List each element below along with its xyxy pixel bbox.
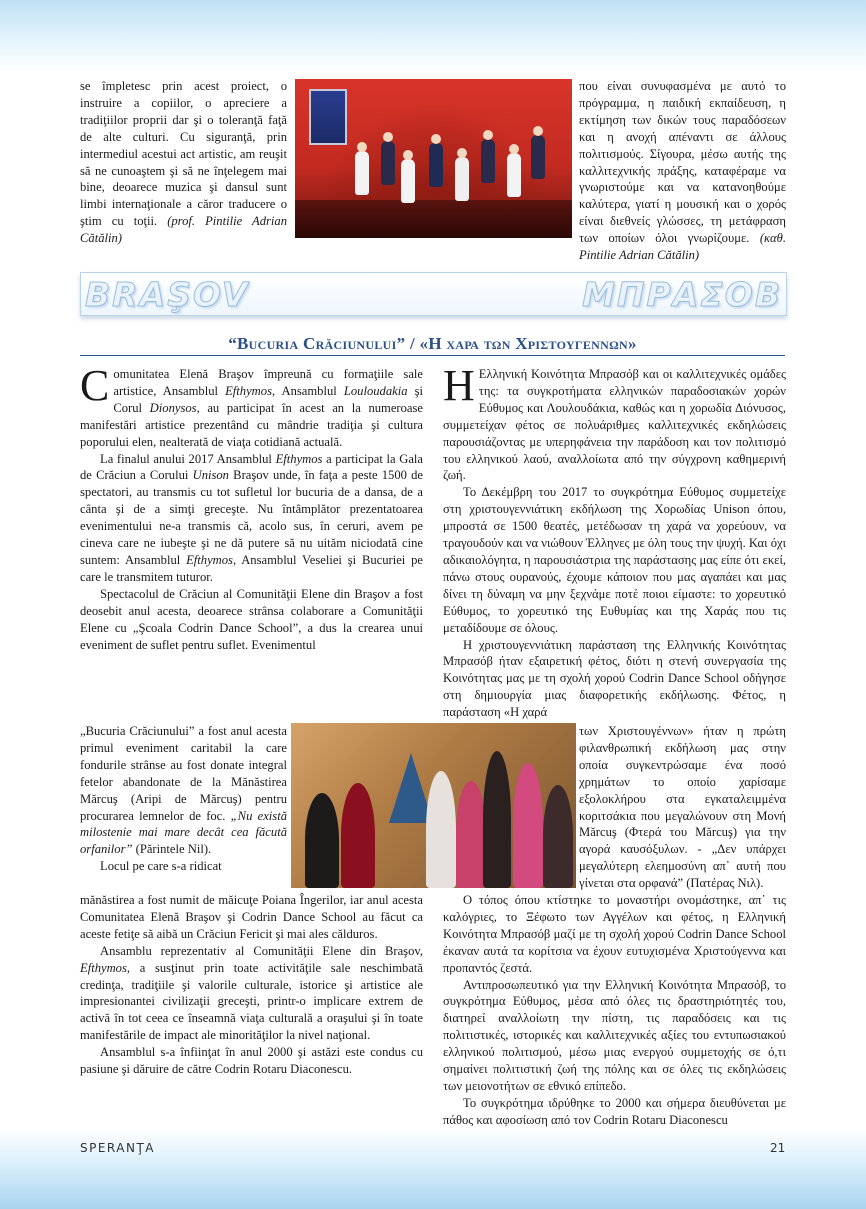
ro-paragraph-1: Comunitatea Elenă Braşov împreună cu formaţiile sale artistice, Ansamblul Efthymos, Ansamblul Louloudakia şi Corul Dionysos, au participat în acest an la numeroase manifestări artistice prezentând cu mândrie tradiţia şi cultura poporului elen, nealterată de viaţa cotidiană actuală. — [80, 361, 423, 449]
greek-column-top — [443, 361, 786, 721]
gr-paragraph-3: Η χριστουγεννιάτικη παράσταση της Ελληνικής Κοινότητας Μπρασόβ ήταν εξαιρετική φέτος, διότι η στενή συνεργασία της Κοινότητας μας με τη σχολή χορού Codrin Dance School οδήγησε στη δημιουργία μιας διαφορετικής εκδήλωσης. Φέτος, η παράσταση «Η χαρά — [443, 637, 786, 720]
ro-paragraph-5: Ansamblu reprezentativ al Comunităţii Elene din Braşov, Efthymos, a susţinut prin toate activităţile sale neschimbată credinţa, tradiţiile şi valorile culturale, istorice şi artistice ale impresionantei civilizaţii greceşti, printr-o implicare extrem de activă în tot ceea ce înseamnă viaţa culturală a oraşului şi în toate manifestările de impact ale minorităţilor la nivel naţional. — [80, 943, 423, 1043]
ro-drop-cap: C — [80, 361, 110, 410]
dance-performance-photo — [295, 79, 572, 238]
romanian-column-narrow — [80, 723, 287, 875]
ro-quote: „Nu există milostenie mai mare decât cea făcută orfanilor” — [80, 808, 287, 857]
ro-paragraph-6: Ansamblul s-a înfiinţat în anul 2000 şi astăzi este condus cu pasiune şi dăruire de către Codrin Rotaru Diaconescu. — [80, 1045, 423, 1077]
city-band — [80, 272, 787, 316]
gr-drop-cap: Η — [443, 361, 475, 410]
page-number: 21 — [770, 1141, 786, 1155]
greek-column-bottom — [443, 892, 786, 1129]
gr-paragraph-6: Το συγκρότημα ιδρύθηκε το 2000 και σήμερα διευθύνεται με πάθος και αφοσίωση από τον Codrin Rotaru Diaconescu — [443, 1095, 786, 1127]
top-right-column — [579, 78, 786, 264]
top-gradient-band — [0, 0, 866, 72]
city-name-romanian: BRAŞOV — [85, 275, 250, 314]
greek-column-narrow — [579, 723, 786, 892]
city-name-greek: ΜΠΡΑΣΟΒ — [582, 275, 782, 314]
charity-group-photo — [291, 723, 576, 888]
top-right-signature: (καθ. Pintilie Adrian Cătălin) — [579, 231, 786, 263]
ro-paragraph-3: Spectacolul de Crăciun al Comunităţii Elene din Braşov a fost deosebit anul acesta, deoarece strânsa colaborare a Comunităţii Elene cu „Şcoala Codrin Dance School”, a dus la crearea unui eveniment de suflet pentru suflet. Evenimentul — [80, 586, 423, 652]
ro-paragraph-4: mănăstirea a fost numit de măicuţe Poiana Îngerilor, iar anul acesta Comunitatea Elenă Braşov şi Codrin Dance School au făcut ca aceste fetiţe să aibă un Crăciun Fericit şi mai ales călduros. — [80, 893, 423, 941]
gr-paragraph-2: Το Δεκέμβρη του 2017 το συγκρότημα Εύθυμος συμμετείχε στη χριστουγεννιάτικη εκδήλωση της Χορωδίας Unison όπου, μπροστά σε 1500 θεατές, μετέδωσαν τη χαρά να χορεύουν, να τραγουδούν και να νιώθουν Έλληνες με όλη τους την ψυχή. Και όχι αδικαιολόγητα, η παρουσιάστρια της παράστασης μας είπε ότι εκεί, πάνω στους ουρανούς, έχουμε κάποιον που μας αγαπάει και μας δίνει τη δύναμη να μην ξεχνάμε ποτέ ποιοι είμαστε: το χορευτικό Εύθυμος, το χορευτικό της Ευθυμίας και της Χαράς που τις μεταδίδουμε σε όλους. — [443, 485, 786, 635]
romanian-column-bottom — [80, 892, 423, 1078]
ro-paragraph-3-continued: „Bucuria Crăciunului” a fost anul acesta primul eveniment caritabil la care fondurile strânse au fost donate integral fetelor abandonate de la Mănăstirea Mărcuş (Aripi de Mărcuş) pentru procurarea lemnelor de foc. „Nu există milostenie mai mare decât cea făcută orfanilor” (Părintele Nil). — [80, 724, 287, 857]
top-left-paragraph: se împletesc prin acest proiect, o instruire a copiilor, o apreciere a tradiţiilor proprii dar şi o toleranţă faţă de alte culturi. Cu siguranţă, prin intermediul acestui act artistic, am reuşit să ne cunoaştem şi să ne înţelegem mai bine, deoarece muzica şi dansul sunt limbi internaţionale a căror traducere o ştim cu toţii. (prof. Pintilie Adrian Cătălin) — [80, 79, 287, 246]
romanian-column-top — [80, 361, 424, 653]
ro-paragraph-4-start: Locul pe care s-a ridicat — [100, 859, 222, 874]
ro-paragraph-2: La finalul anului 2017 Ansamblul Efthymos a participat la Gala de Crăciun a Corului Unison Braşov unde, în faţa a peste 1500 de spectatori, au transmis cu tot sufletul lor bucuria de a dansa, de a cânta şi de a simţi greceşte. Nu întâmplător prezentatoarea evenimentului ne-a transmis că, acolo sus, în ceruri, avem pe cineva care ne iubeşte şi ne dă putere să nu uităm niciodată cine suntem: Ansamblul Efthymos, Ansamblul Veseliei şi Bucuriei pe care le transmitem tuturor. — [80, 451, 424, 584]
top-left-column — [80, 78, 287, 247]
top-left-signature: (prof. Pintilie Adrian Cătălin) — [80, 214, 287, 246]
banner-stand — [309, 89, 347, 145]
magazine-name: SPERANŢA — [80, 1141, 156, 1155]
gr-paragraph-1: Η Ελληνική Κοινότητα Μπρασόβ και οι καλλιτεχνικές ομάδες της: τα συγκροτήματα ελληνικών παραδοσιακών χορών Εύθυμος και Λουλουδάκια, καθώς και η χορωδία Διόνυσος, συμμετείχαν φέτος σε πολυάριθμες καλλιτεχνικές εκδηλώσεις παρουσιάζοντας με υπερηφάνεια την παράδοση και τον πολιτισμό του ελληνικού λαού, αναλλοίωτα από την σύγχρονη καθημερινή ζωή. — [443, 361, 786, 483]
title-rule — [80, 355, 785, 356]
article-title: “Bucuria Crăciunului” / «Η χαρα των Χριστουγεννων» — [228, 334, 637, 353]
gr-paragraph-3-continued: των Χριστουγέννων» ήταν η πρώτη φιλανθρωπική εκδήλωση μας στην οποία συγκεντρώσαμε ένα ποσό χρημάτων το οποίο χαρίσαμε εξολοκλήρου στα εγκαταλειμμένα κοριτσάκια που μεγαλώνουν στη Μονή Mărcuş (Φτερά του Mărcuş) για την αγορά καυσόξυλων. - „Δεν υπάρχει μεγαλύτερη ελεημοσύνη απ᾽ αυτή που γίνεται στα ορφανά” (Πατέρας Νιλ). — [579, 724, 786, 891]
top-right-paragraph: που είναι συνυφασμένα με αυτό το πρόγραμμα, η παιδική εκπαίδευση, η εκτίμηση των δικών τους παραδόσεων και η ανοχή απέναντι σε άλλους πολιτισμούς. Σίγουρα, μέσω αυτής της καλλιτεχνικής πράξης, καταφέραμε να γνωριστούμε και να κατανοηθούμε καλύτερα, γιατί η μουσική και ο χορός είναι διεθνείς γλώσσες, τη μετάφραση των οποίων όλοι γνωρίζουμε. (καθ. Pintilie Adrian Cătălin) — [579, 79, 786, 263]
gr-paragraph-4: Ο τόπος όπου κτίστηκε το μοναστήρι ονομάστηκε, απ᾽ τις καλόγριες, το Ξέφωτο των Αγγέλων και φέτος, η Ελληνική Κοινότητα Μπρασόβ μαζί με τη σχολή χορού Codrin Dance School έκαναν αυτά τα κορίτσια να έχουν ευτυχισμένα Χριστούγεννα και προπαντός ζεστά. — [443, 893, 786, 975]
gr-paragraph-5: Αντιπροσωπευτικό για την Ελληνική Κοινότητα Μπρασόβ, το συγκρότημα Εύθυμος, μέσα από όλες τις δραστηριότητές του, διατηρεί αναλλοίωτη την πίστη, τις παραδόσεις και τις πολιτιστικές, ιστορικές και καλλιτεχνικές αξίες του εντυπωσιακού ελληνικού πολιτισμού, μέσω μιας ενεργού συμμετοχής σε ό,τι σημαίνει πολιτιστική ζωή της πόλης και σε όλες τις εκδηλώσεις των μειονοτήτων σε εθνικό επίπεδο. — [443, 977, 786, 1093]
